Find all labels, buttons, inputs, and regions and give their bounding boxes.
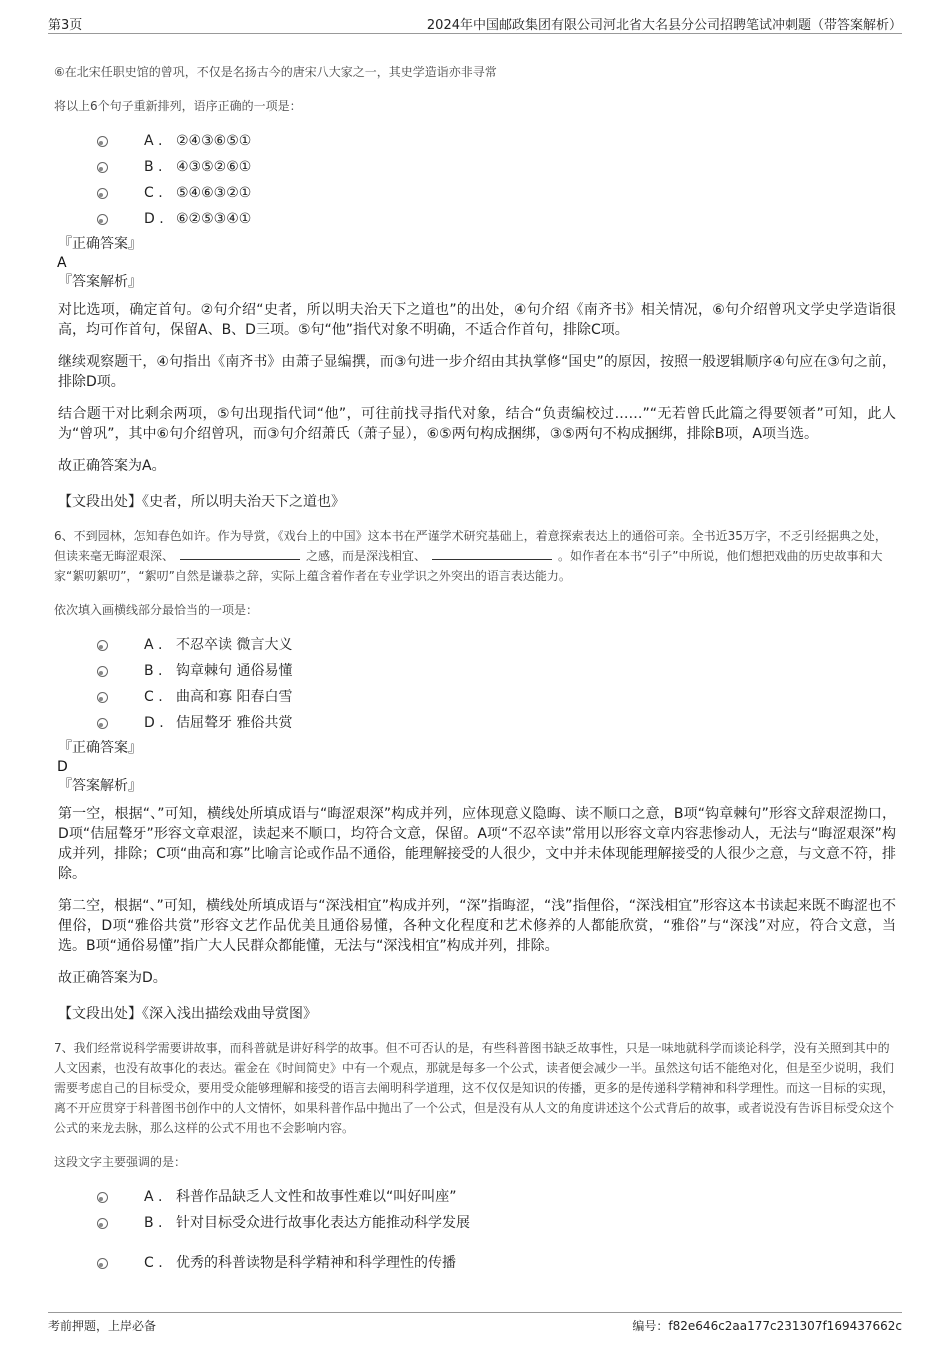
- option-text: ④③⑤②⑥①: [176, 159, 252, 175]
- radio-icon[interactable]: [97, 1192, 108, 1203]
- fill-blank-1: [180, 548, 300, 560]
- q6-answer-label: 『正确答案』: [58, 740, 142, 756]
- q5-options: [54, 128, 896, 232]
- option-text: 科普作品缺乏人文性和故事性难以“叫好叫座”: [176, 1189, 457, 1205]
- q6-stem-part-a: 6、不到园林，怎知春色如许。作为导赏，《戏台上的中国》这本书在严谨学术研究基础上，着意探索表达上的通俗可亲。全书近35万字，不乏引经据典之处，但读来毫无晦涩艰深、: [54, 529, 887, 563]
- q6-stem-part-b: 之感，而是深浅相宜、: [306, 549, 427, 563]
- option-text: ⑥②⑤③④①: [176, 211, 252, 227]
- radio-icon[interactable]: [97, 188, 108, 199]
- document-id: 编号：f82e646c2aa177c231307f169437662c: [632, 1319, 902, 1333]
- option-letter: A .: [144, 1189, 163, 1205]
- q6-option-a[interactable]: [54, 632, 896, 658]
- q5-prompt: 将以上6个句子重新排列，语序正确的一项是：: [54, 99, 302, 113]
- q7-option-b[interactable]: [54, 1210, 896, 1236]
- q5-analysis-paragraph: 结合题干对比剩余两项，⑤句出现指代词“他”，可往前找寻指代对象，结合“负责编校过……”“无若曾氏此篇之得要领者”可知，此人为“曾巩”，其中⑥句介绍曾巩，而③句介绍萧氏（萧子显），⑥⑤两句构成捆绑，③⑤两句不构成捆绑，排除B项，A项当选。: [58, 406, 896, 442]
- radio-icon[interactable]: [97, 136, 108, 147]
- q6-conclusion: 故正确答案为D。: [58, 970, 167, 986]
- option-text: 优秀的科普读物是科学精神和科学理性的传播: [176, 1255, 456, 1271]
- q6-stem: [54, 526, 896, 586]
- radio-icon[interactable]: [97, 214, 108, 225]
- option-text: 曲高和寡 阳春白雪: [176, 689, 293, 705]
- q6-option-b[interactable]: [54, 658, 896, 684]
- option-letter: D .: [144, 211, 164, 227]
- option-text: ⑤④⑥③②①: [176, 185, 252, 201]
- option-letter: B .: [144, 663, 163, 679]
- option-letter: B .: [144, 1215, 163, 1231]
- option-letter: B .: [144, 159, 163, 175]
- q7-options: [54, 1184, 896, 1276]
- q6-source: 【文段出处】《深入浅出描绘戏曲导赏图》: [58, 1006, 317, 1022]
- q5-option-d[interactable]: [54, 206, 896, 232]
- page-header: [48, 12, 902, 34]
- q5-sentence-6: ⑥在北宋任职史馆的曾巩，不仅是名扬古今的唐宋八大家之一，其史学造诣亦非寻常: [54, 65, 497, 79]
- q5-option-b[interactable]: [54, 154, 896, 180]
- q5-option-c[interactable]: [54, 180, 896, 206]
- radio-icon[interactable]: [97, 1218, 108, 1229]
- radio-icon[interactable]: [97, 640, 108, 651]
- option-letter: D .: [144, 715, 164, 731]
- q7-prompt: 这段文字主要强调的是：: [54, 1155, 187, 1169]
- q7-option-a[interactable]: [54, 1184, 896, 1210]
- option-letter: C .: [144, 1255, 163, 1271]
- main-content: [54, 54, 896, 1276]
- option-text: 钩章棘句 通俗易懂: [176, 663, 293, 679]
- radio-icon[interactable]: [97, 1258, 108, 1269]
- q7-option-c[interactable]: [54, 1250, 896, 1276]
- q6-analysis-paragraph: 第一空，根据“、”可知，横线处所填成语与“晦涩艰深”构成并列，应体现意义隐晦、读不顺口之意，B项“钩章棘句”形容文辞艰涩拗口，D项“佶屈聱牙”形容文章艰涩，读起来不顺口，均符合文意，保留。A项“不忍卒读”常用以形容文章内容悲惨动人，无法与“晦涩艰深”构成并列，排除；C项“曲高和寡”比喻言论或作品不通俗，能理解接受的人很少，文中并未体现能理解接受的人很少之意，与文意不符，排除。: [58, 806, 896, 882]
- option-text: 针对目标受众进行故事化表达方能推动科学发展: [176, 1215, 470, 1231]
- radio-icon[interactable]: [97, 718, 108, 729]
- q5-answer-label: 『正确答案』: [58, 236, 142, 252]
- option-letter: A .: [144, 133, 163, 149]
- q6-options: [54, 632, 896, 736]
- option-text: 不忍卒读 微言大义: [176, 637, 293, 653]
- radio-icon[interactable]: [97, 162, 108, 173]
- q6-option-c[interactable]: [54, 684, 896, 710]
- footer-slogan: 考前押题，上岸必备: [48, 1319, 157, 1333]
- page-number: 第3页: [48, 18, 83, 33]
- q5-analysis-paragraph: 继续观察题干，④句指出《南齐书》由萧子显编撰，而③句进一步介绍由其执掌修“国史”的原因，按照一般逻辑顺序④句应在③句之前，排除D项。: [58, 354, 896, 390]
- q6-analysis-label: 『答案解析』: [58, 778, 142, 794]
- q5-conclusion: 故正确答案为A。: [58, 458, 166, 474]
- q5-analysis-label: 『答案解析』: [58, 274, 142, 290]
- radio-icon[interactable]: [97, 666, 108, 677]
- option-letter: C .: [144, 689, 163, 705]
- q6-answer: D: [57, 759, 68, 775]
- option-letter: C .: [144, 185, 163, 201]
- q7-stem: 7、我们经常说科学需要讲故事，而科普就是讲好科学的故事。但不可否认的是，有些科普图书缺乏故事性，只是一味地就科学而谈论科学，没有关照到其中的人文因素，也没有故事化的表达。霍金在《时间简史》中有一个观点，那就是每多一个公式，读者便会减少一半。虽然这句话不能绝对化，但是至少说明，我们需要考虑自己的目标受众，要用受众能够理解和接受的语言去阐明科学道理，这不仅仅是知识的传播，更多的是传递科学精神和科学理性。而这一目标的实现，离不开应贯穿于科普图书创作中的人文情怀，如果科普作品中抛出了一个公式，但是没有从人文的角度讲述这个公式背后的故事，或者说没有告诉目标受众这个公式的来龙去脉，那么这样的公式不用也不会影响内容。: [54, 1041, 895, 1135]
- document-title: 2024年中国邮政集团有限公司河北省大名县分公司招聘笔试冲刺题（带答案解析）: [426, 18, 902, 33]
- page-footer: [48, 1312, 902, 1334]
- option-letter: A .: [144, 637, 163, 653]
- q6-stem-part-c: 。如作者在本书“引子”中所说，他们想把戏曲的历史故事和大家“絮叨絮叨”，“絮叨”自然是谦恭之辞，实际上蕴含着作者在专业学识之外突出的语言表达能力。: [54, 549, 883, 583]
- fill-blank-2: [432, 548, 552, 560]
- q5-option-a[interactable]: [54, 128, 896, 154]
- q6-prompt: 依次填入画横线部分最恰当的一项是：: [54, 603, 259, 617]
- option-text: 佶屈聱牙 雅俗共赏: [176, 715, 293, 731]
- q5-analysis-paragraph: 对比选项，确定首句。②句介绍“史者，所以明夫治天下之道也”的出处，④句介绍《南齐书》相关情况，⑥句介绍曾巩文学史学造诣很高，均可作首句，保留A、B、D三项。⑤句“他”指代对象不明确，不适合作首句，排除C项。: [58, 302, 896, 338]
- q5-answer: A: [57, 255, 67, 271]
- q5-source: 【文段出处】《史者，所以明夫治天下之道也》: [58, 494, 345, 510]
- option-text: ②④③⑥⑤①: [176, 133, 252, 149]
- q6-option-d[interactable]: [54, 710, 896, 736]
- q6-analysis-paragraph: 第二空，根据“、”可知，横线处所填成语与“深浅相宜”构成并列，“深”指晦涩，“浅”指俚俗，“深浅相宜”形容这本书读起来既不晦涩也不俚俗，D项“雅俗共赏”形容文艺作品优美且通俗易懂，各种文化程度和艺术修养的人都能欣赏，“雅俗”与“深浅”对应，符合文意，当选。B项“通俗易懂”指广大人民群众都能懂，无法与“深浅相宜”构成并列，排除。: [58, 898, 896, 954]
- radio-icon[interactable]: [97, 692, 108, 703]
